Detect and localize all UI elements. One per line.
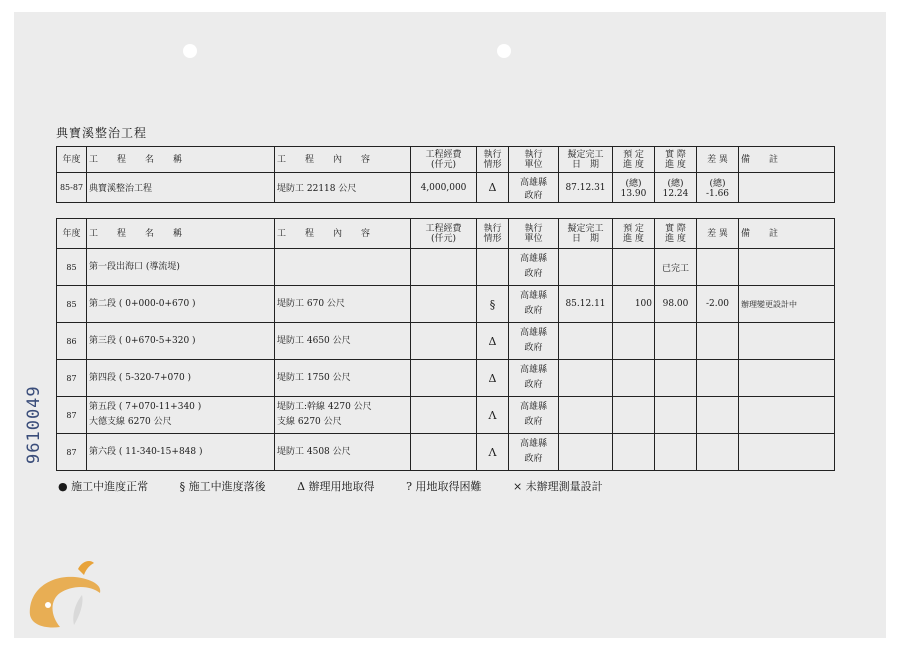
cell-year: 87 — [57, 360, 87, 397]
cell-planned — [613, 249, 655, 286]
cell-planned — [613, 323, 655, 360]
cell-cost — [411, 249, 477, 286]
cell-planned — [613, 397, 655, 434]
cell-actual — [655, 397, 697, 434]
cell-remark — [739, 323, 835, 360]
cell-remark — [739, 249, 835, 286]
legend-item: Δ 辦理用地取得 — [297, 480, 375, 493]
table-row — [57, 360, 835, 397]
document-title: 典寶溪整治工程 — [56, 126, 148, 140]
header-remark: 備 註 — [739, 219, 835, 249]
cell-content: 堤防工 4650 公尺 — [275, 323, 411, 360]
cell-year: 87 — [57, 434, 87, 471]
cell-status — [477, 249, 509, 286]
punch-hole-right — [497, 44, 511, 58]
cell-completion — [559, 323, 613, 360]
cell-actual — [655, 360, 697, 397]
cell-diff — [697, 360, 739, 397]
cell-name: 第五段 ( 7+070-11+340 ) 大德支線 6270 公尺 — [87, 397, 275, 434]
cell-diff — [697, 249, 739, 286]
cell-content — [275, 249, 411, 286]
header-exec-unit: 執行 單位 — [509, 219, 559, 249]
cell-year: 87 — [57, 397, 87, 434]
cell-status: Λ — [477, 397, 509, 434]
cell-actual — [655, 434, 697, 471]
legend-item: ● 施工中進度正常 — [58, 480, 149, 493]
cell-status: Δ — [477, 323, 509, 360]
cell-unit: 高雄縣 政府 — [509, 323, 559, 360]
table-row — [57, 249, 835, 286]
cell-actual: (總) 12.24 — [655, 173, 697, 203]
cell-content: 堤防工 4508 公尺 — [275, 434, 411, 471]
cell-year: 85 — [57, 286, 87, 323]
cell-remark — [739, 173, 835, 203]
cell-completion: 85.12.11 — [559, 286, 613, 323]
cell-unit: 高雄縣 政府 — [509, 286, 559, 323]
cell-planned — [613, 434, 655, 471]
cell-status: Δ — [477, 360, 509, 397]
cell-planned — [613, 360, 655, 397]
cell-status: Δ — [477, 173, 509, 203]
status-legend — [58, 478, 631, 494]
cell-actual: 已完工 — [655, 249, 697, 286]
header-cost: 工程經費 (仟元) — [411, 147, 477, 173]
detail-table — [56, 218, 835, 471]
cell-cost — [411, 434, 477, 471]
header-name: 工 程 名 稱 — [87, 147, 275, 173]
cell-remark: 辦理變更設計中 — [739, 286, 835, 323]
cell-name: 第一段出海口 (導流堤) — [87, 249, 275, 286]
cell-actual — [655, 323, 697, 360]
cell-completion — [559, 434, 613, 471]
cell-completion — [559, 249, 613, 286]
header-exec-unit: 執行 單位 — [509, 147, 559, 173]
archive-number-stamp: 9610049 — [24, 385, 44, 464]
cell-status: § — [477, 286, 509, 323]
cell-cost — [411, 323, 477, 360]
cell-completion: 87.12.31 — [559, 173, 613, 203]
cell-remark — [739, 434, 835, 471]
summary-row — [57, 173, 835, 203]
header-actual: 實 際 進 度 — [655, 219, 697, 249]
cell-remark — [739, 360, 835, 397]
cell-year: 85-87 — [57, 173, 87, 203]
cell-unit: 高雄縣 政府 — [509, 360, 559, 397]
header-content: 工 程 內 容 — [275, 219, 411, 249]
cell-completion — [559, 360, 613, 397]
header-completion: 擬定完工 日 期 — [559, 147, 613, 173]
archive-logo-icon — [20, 555, 110, 635]
legend-item: § 施工中進度落後 — [179, 480, 266, 493]
legend-item: ? 用地取得困難 — [406, 480, 482, 493]
header-actual: 實 際 進 度 — [655, 147, 697, 173]
cell-name: 第二段 ( 0+000-0+670 ) — [87, 286, 275, 323]
punch-hole-left — [183, 44, 197, 58]
detail-header-row — [57, 219, 835, 249]
detail-rows — [57, 249, 835, 471]
header-name: 工 程 名 稱 — [87, 219, 275, 249]
cell-diff — [697, 397, 739, 434]
cell-actual: 98.00 — [655, 286, 697, 323]
cell-unit: 高雄縣 政府 — [509, 173, 559, 203]
cell-year: 86 — [57, 323, 87, 360]
cell-content: 堤防工 670 公尺 — [275, 286, 411, 323]
cell-cost — [411, 397, 477, 434]
cell-cost — [411, 286, 477, 323]
header-completion: 擬定完工 日 期 — [559, 219, 613, 249]
cell-content: 堤防工 22118 公尺 — [275, 173, 411, 203]
header-remark: 備 註 — [739, 147, 835, 173]
cell-diff: (總) -1.66 — [697, 173, 739, 203]
cell-name: 第四段 ( 5-320-7+070 ) — [87, 360, 275, 397]
cell-unit: 高雄縣 政府 — [509, 249, 559, 286]
cell-name: 典寶溪整治工程 — [87, 173, 275, 203]
table-row — [57, 323, 835, 360]
table-row — [57, 397, 835, 434]
header-diff: 差 異 — [697, 147, 739, 173]
cell-content: 堤防工:幹線 4270 公尺 支線 6270 公尺 — [275, 397, 411, 434]
header-diff: 差 異 — [697, 219, 739, 249]
cell-planned: 100 — [613, 286, 655, 323]
cell-planned: (總) 13.90 — [613, 173, 655, 203]
cell-name: 第六段 ( 11-340-15+848 ) — [87, 434, 275, 471]
header-planned: 預 定 進 度 — [613, 219, 655, 249]
header-year: 年度 — [57, 219, 87, 249]
cell-content: 堤防工 1750 公尺 — [275, 360, 411, 397]
cell-diff — [697, 434, 739, 471]
cell-cost — [411, 360, 477, 397]
cell-cost: 4,000,000 — [411, 173, 477, 203]
table-row — [57, 286, 835, 323]
cell-year: 85 — [57, 249, 87, 286]
header-exec-status: 執行 情形 — [477, 147, 509, 173]
summary-table — [56, 146, 835, 203]
cell-name: 第三段 ( 0+670-5+320 ) — [87, 323, 275, 360]
header-content: 工 程 內 容 — [275, 147, 411, 173]
cell-diff: -2.00 — [697, 286, 739, 323]
cell-status: Λ — [477, 434, 509, 471]
header-exec-status: 執行 情形 — [477, 219, 509, 249]
header-cost: 工程經費 (仟元) — [411, 219, 477, 249]
cell-unit: 高雄縣 政府 — [509, 397, 559, 434]
header-planned: 預 定 進 度 — [613, 147, 655, 173]
cell-unit: 高雄縣 政府 — [509, 434, 559, 471]
cell-diff — [697, 323, 739, 360]
header-year: 年度 — [57, 147, 87, 173]
summary-header-row — [57, 147, 835, 173]
cell-remark — [739, 397, 835, 434]
cell-completion — [559, 397, 613, 434]
legend-item: × 未辦理測量設計 — [512, 480, 603, 493]
table-row — [57, 434, 835, 471]
